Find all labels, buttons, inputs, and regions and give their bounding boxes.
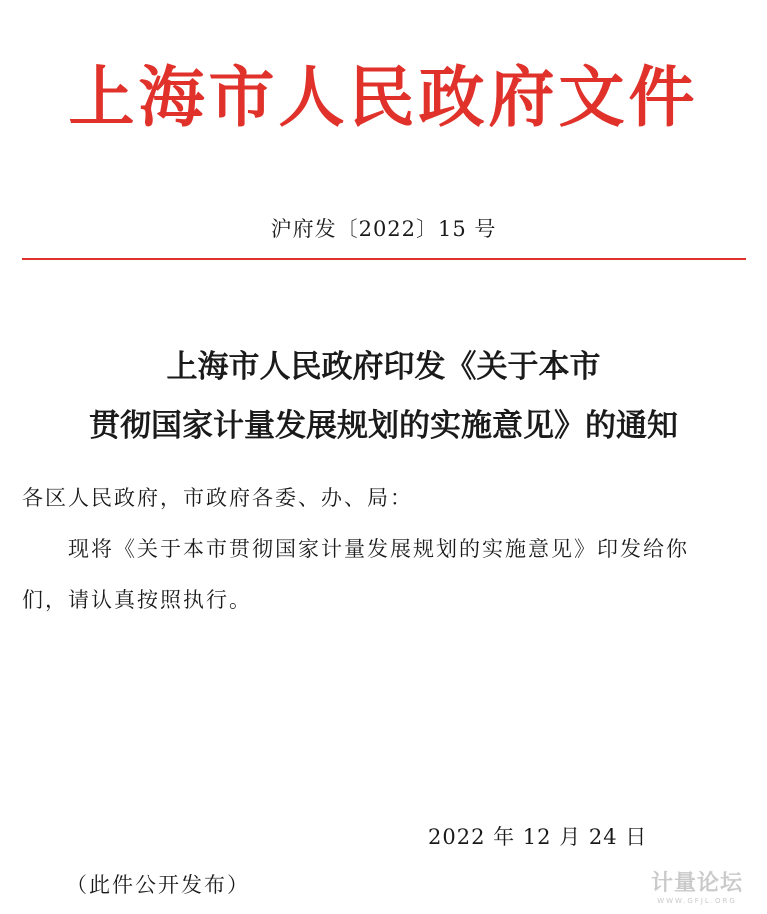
notice-title-line-1: 上海市人民政府印发《关于本市 (166, 349, 601, 385)
document-number: 沪府发〔2022〕15 号 (270, 217, 497, 241)
body-paragraph-line-2: 们，请认真按照执行。 (22, 588, 252, 612)
salutation: 各区人民政府，市政府各委、办、局： (22, 486, 413, 510)
notice-title-line-2: 贯彻国家计量发展规划的实施意见》的通知 (89, 408, 678, 444)
red-divider-line (22, 258, 746, 260)
masthead-title: 上海市人民政府文件 (68, 58, 699, 136)
watermark (637, 871, 757, 906)
publish-note: （此件公开发布） (66, 873, 250, 897)
watermark-main-text: 计量论坛 (650, 871, 743, 896)
watermark-url: WWW.GFJL.ORG (657, 897, 737, 905)
body-paragraph-line-1: 现将《关于本市贯彻国家计量发展规划的实施意见》印发给你 (68, 537, 689, 561)
issue-date: 2022 年 12 月 24 日 (428, 825, 648, 849)
